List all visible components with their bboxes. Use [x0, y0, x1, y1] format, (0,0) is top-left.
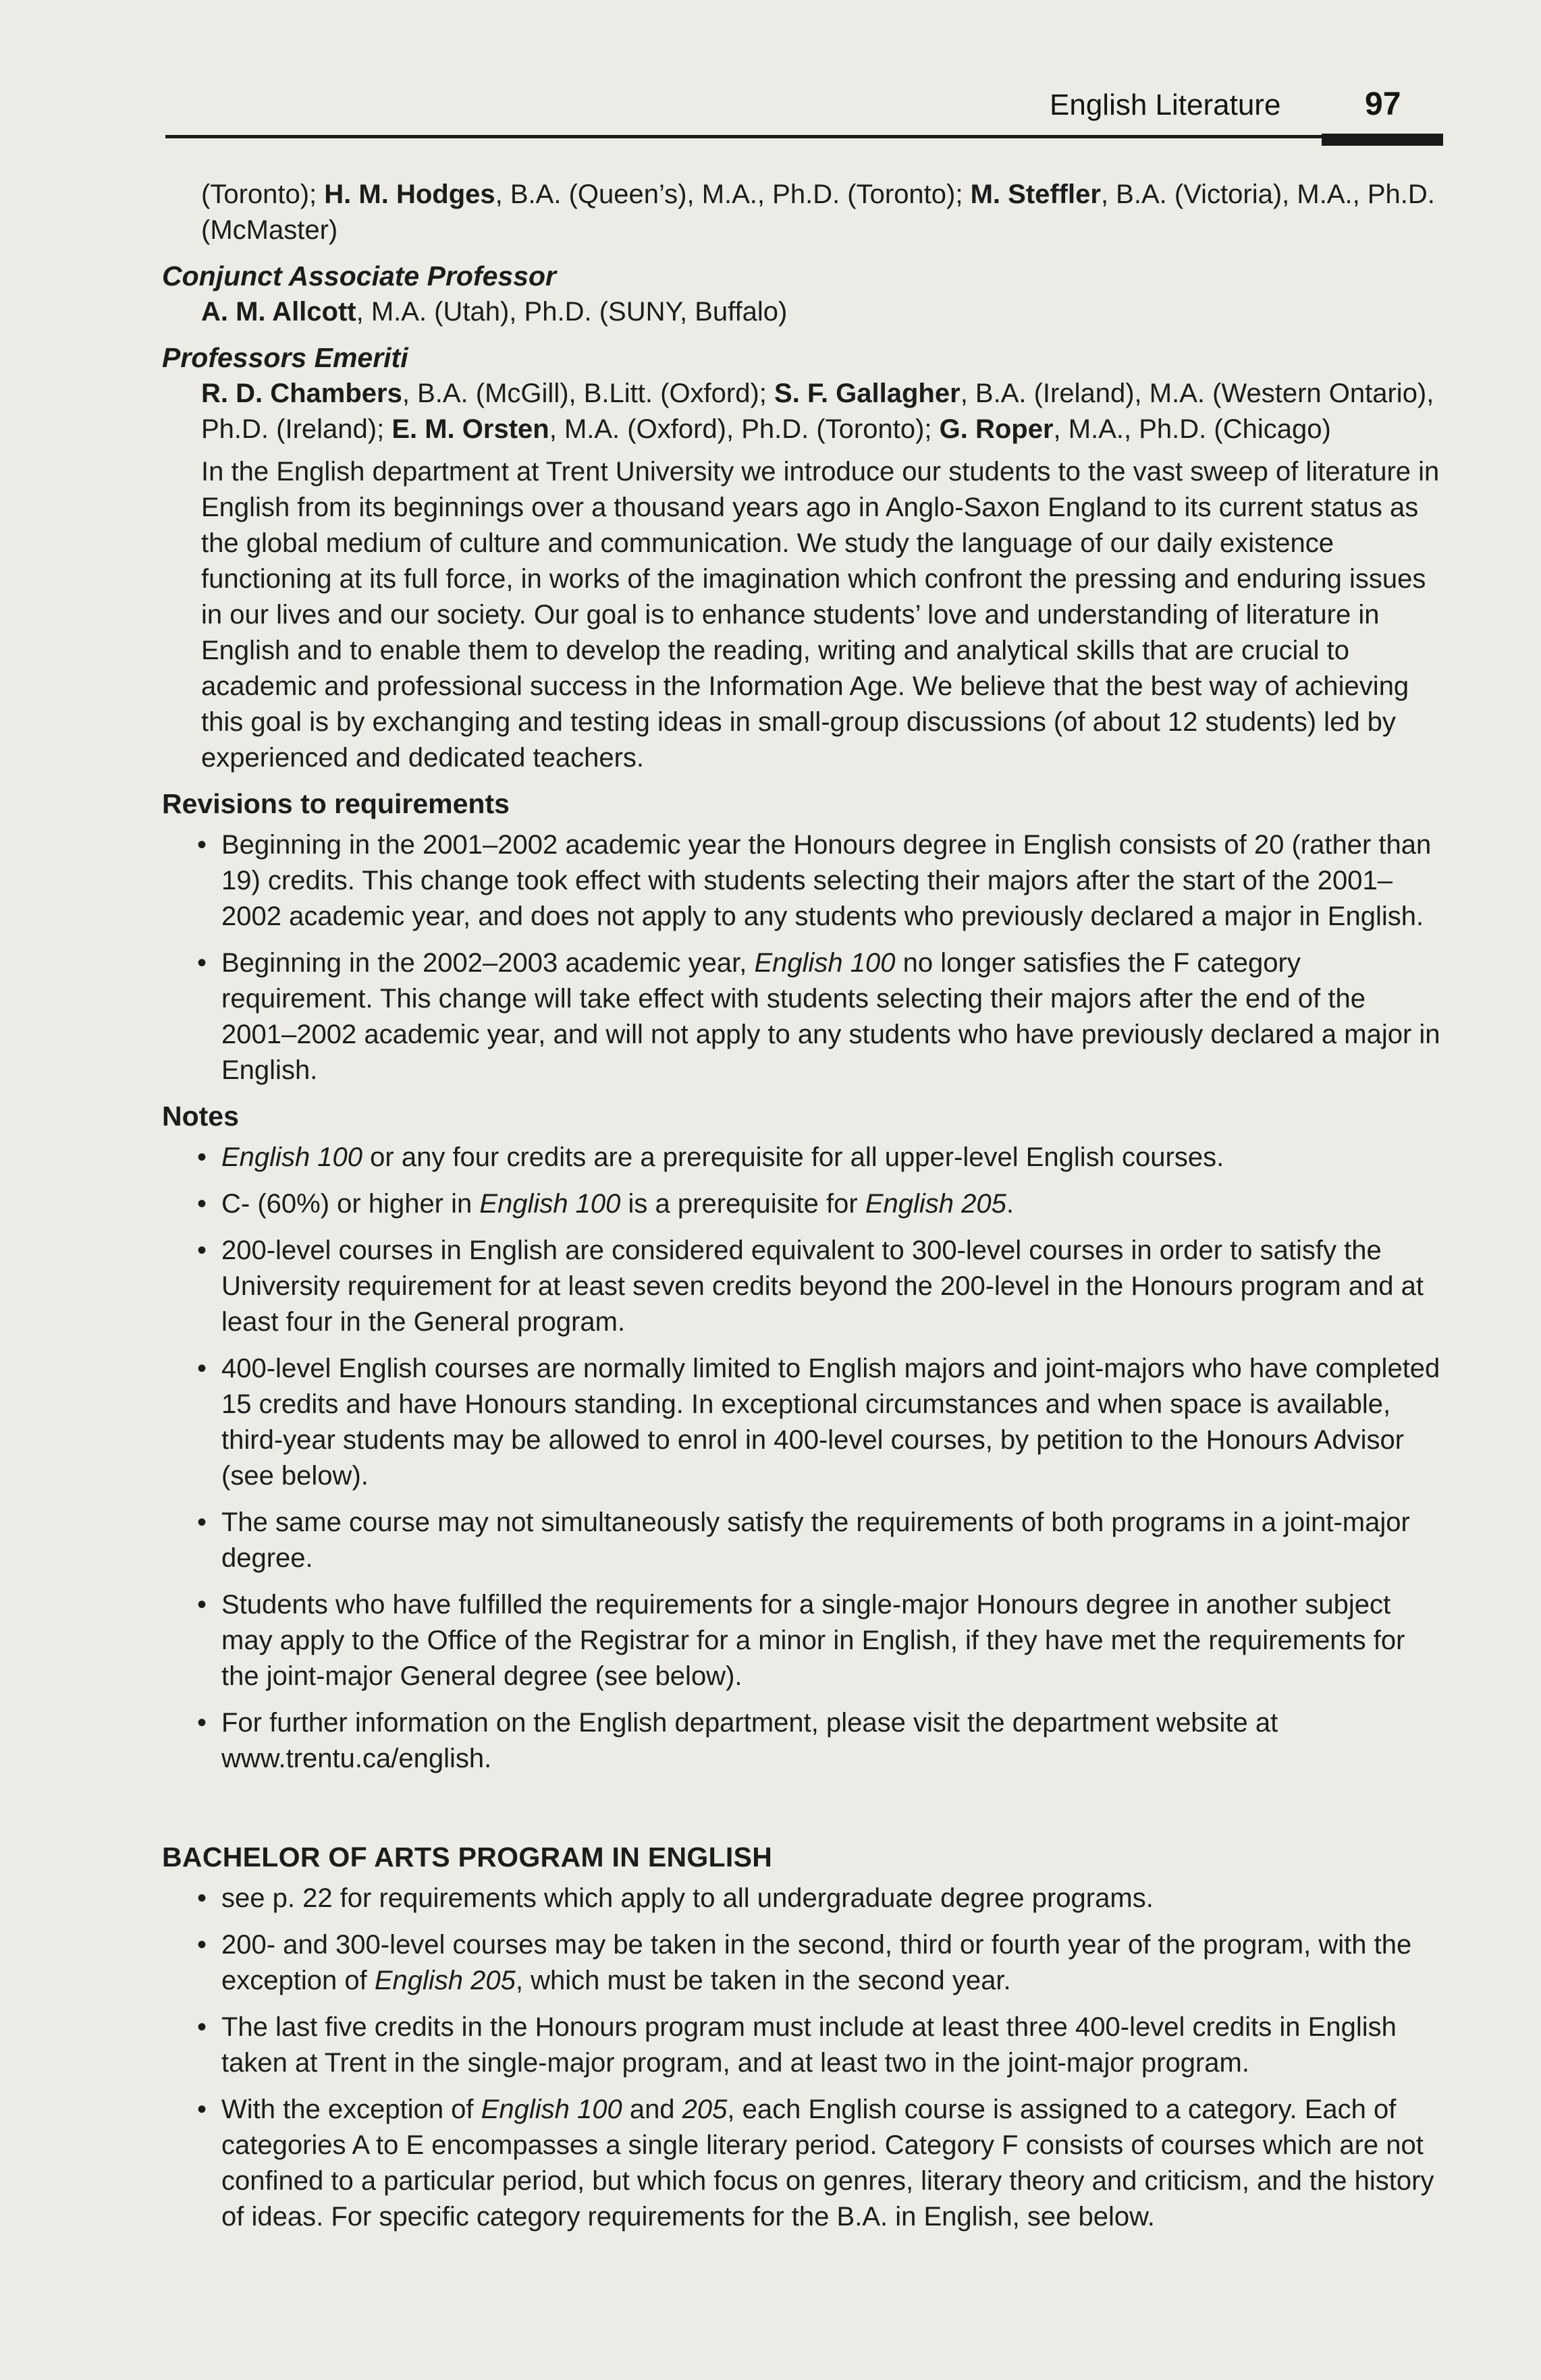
faculty-continued: (Toronto); H. M. Hodges, B.A. (Queen’s), M.A., Ph.D. (Toronto); M. Steffler, B.A. (Victoria), M.A., Ph.D. (McMaster) [201, 179, 1435, 245]
faculty-name: E. M. Orsten [391, 414, 549, 444]
list-item: • For further information on the English department, please visit the department website at www.trentu.ca/english. [162, 1705, 1444, 1777]
bullet-glyph: • [197, 948, 207, 978]
ba-program-heading: BACHELOR OF ARTS PROGRAM IN ENGLISH [162, 1842, 773, 1873]
notes-heading: Notes [162, 1101, 239, 1132]
page-body [162, 177, 1444, 2235]
course-name: 205 [682, 2095, 728, 2124]
list-item: • Beginning in the 2001–2002 academic year the Honours degree in English consists of 20 (rather than 19) credits. This change took effect with students selecting their majors after the start of the 2001–2002 academic year, and does not apply to any students who previously declared a major in English. [162, 827, 1444, 935]
list-item: • English 100 or any four credits are a prerequisite for all upper-level English courses. [162, 1140, 1444, 1175]
course-name: English 205 [865, 1189, 1006, 1219]
list-item: • Beginning in the 2002–2003 academic year, English 100 no longer satisfies the F category requirement. This change will take effect with students selecting their majors after the end of the 2001–2002 academic year, and will not apply to any students who have previously declared a major in English. [162, 945, 1444, 1088]
list-item: • The same course may not simultaneously satisfy the requirements of both programs in a joint-major degree. [162, 1505, 1444, 1576]
revisions-list [162, 827, 1444, 1088]
bullet-glyph: • [197, 1590, 207, 1620]
intro-paragraph: In the English department at Trent University we introduce our students to the vast sweep of literature in English from its beginnings over a thousand years ago in Anglo-Saxon England to its current status as the global medium of culture and communication. We study the language of our daily existence functioning at its full force, in works of the imagination which confront the pressing and enduring issues in our lives and our society. Our goal is to enhance students’ love and understanding of literature in English and to enable them to develop the reading, writing and analytical skills that are crucial to academic and professional success in the Information Age. We believe that the best way of achieving this goal is by exchanging and testing ideas in small-group discussions (of about 12 students) led by experienced and dedicated teachers. [201, 457, 1440, 773]
ba-program-list [162, 1881, 1444, 2235]
course-name: English 100 [754, 948, 896, 978]
course-name: English 100 [221, 1142, 363, 1172]
bullet-glyph: • [197, 1930, 207, 1960]
list-item: • The last five credits in the Honours program must include at least three 400-level credits in English taken at Trent in the single-major program, and at least two in the joint-major program. [162, 2010, 1444, 2081]
emeriti-heading: Professors Emeriti [162, 342, 408, 373]
conjunct-heading: Conjunct Associate Professor [162, 260, 557, 292]
faculty-name: A. M. Allcott [201, 297, 356, 327]
faculty-name: S. F. Gallagher [774, 379, 961, 408]
bullet-glyph: • [197, 1236, 207, 1265]
list-item: • C- (60%) or higher in English 100 is a prerequisite for English 205. [162, 1186, 1444, 1222]
list-item: • see p. 22 for requirements which apply to all undergraduate degree programs. [162, 1881, 1444, 1916]
bullet-glyph: • [197, 1189, 207, 1219]
emeriti-list: R. D. Chambers, B.A. (McGill), B.Litt. (Oxford); S. F. Gallagher, B.A. (Ireland), M.A. (Western Ontario), Ph.D. (Ireland); E. M. Orsten, M.A. (Oxford), Ph.D. (Toronto); G. Roper, M.A., Ph.D. (Chicago) [201, 379, 1434, 444]
bullet-glyph: • [197, 830, 207, 860]
course-name: English 100 [481, 2095, 622, 2124]
header-rule [165, 135, 1443, 138]
list-item: • 200-level courses in English are considered equivalent to 300-level courses in order to satisfy the University requirement for at least seven credits beyond the 200-level in the Honours program and at least four in the General program. [162, 1233, 1444, 1340]
bullet-glyph: • [197, 2012, 207, 2042]
faculty-name: G. Roper [939, 414, 1054, 444]
course-name: English 100 [479, 1189, 621, 1219]
page-header [0, 0, 1541, 169]
conjunct-list: A. M. Allcott, M.A. (Utah), Ph.D. (SUNY, Buffalo) [201, 297, 788, 327]
header-rule-tab [1322, 134, 1443, 146]
running-head-title: English Literature [1050, 88, 1281, 121]
faculty-name: R. D. Chambers [201, 379, 402, 408]
notes-list [162, 1140, 1444, 1777]
page-number: 97 [1365, 86, 1401, 122]
list-item: • 200- and 300-level courses may be taken in the second, third or fourth year of the program, with the exception of English 205, which must be taken in the second year. [162, 1927, 1444, 1999]
course-name: English 205 [374, 1966, 516, 1995]
faculty-name: M. Steffler [970, 179, 1101, 209]
bullet-glyph: • [197, 2095, 207, 2124]
list-item: • Students who have fulfilled the requirements for a single-major Honours degree in another subject may apply to the Office of the Registrar for a minor in English, if they have met the requirements for the joint-major General degree (see below). [162, 1587, 1444, 1694]
bullet-glyph: • [197, 1708, 207, 1738]
list-item: • With the exception of English 100 and 205, each English course is assigned to a category. Each of categories A to E encompasses a single literary period. Category F consists of courses which are not confined to a particular period, but which focus on genres, literary theory and criticism, and the history of ideas. For specific category requirements for the B.A. in English, see below. [162, 2092, 1444, 2235]
list-item: • 400-level English courses are normally limited to English majors and joint-majors who have completed 15 credits and have Honours standing. In exceptional circumstances and when space is available, third-year students may be allowed to enrol in 400-level courses, by petition to the Honours Advisor (see below). [162, 1351, 1444, 1494]
bullet-glyph: • [197, 1507, 207, 1537]
faculty-name: H. M. Hodges [324, 179, 495, 209]
revisions-heading: Revisions to requirements [162, 788, 510, 819]
bullet-glyph: • [197, 1883, 207, 1913]
bullet-glyph: • [197, 1354, 207, 1383]
bullet-glyph: • [197, 1142, 207, 1172]
